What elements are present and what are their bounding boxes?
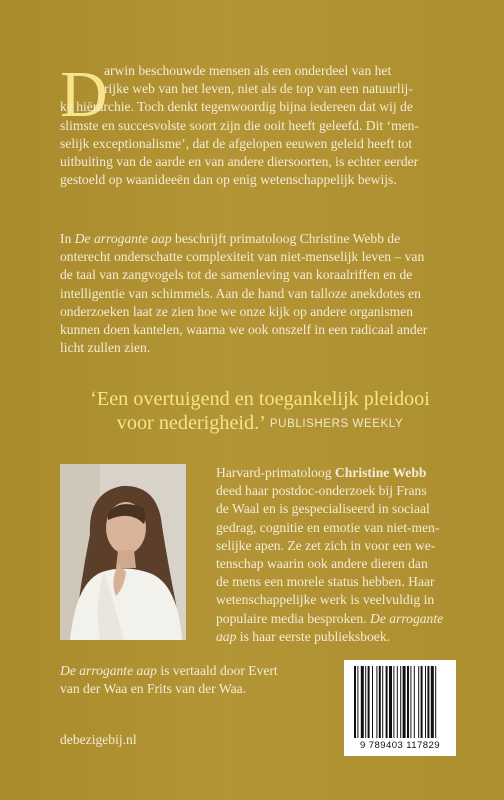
summary-line: licht zullen zien. [60,340,151,356]
bio-line: wetenschappelijke werk is veelvuldig in [216,592,435,608]
bio-line: populaire media besproken. De arrogante [216,610,444,626]
review-quote [60,387,460,436]
barcode [344,660,456,756]
author-portrait-icon [60,464,186,640]
intro-line: rijke web van het leven, niet als de top van een natuurlij- [104,81,413,97]
drop-cap: D [60,58,108,131]
quote-line: ‘Een overtuigend en toegankelijk pleidooi [90,388,430,410]
barcode-icon [352,666,448,740]
summary-line: intelligentie van schimmels. Aan de hand van talloze anekdotes en [60,285,421,301]
summary-line: onderzoeken laat ze zien hoe we onze kijk op andere organismen [60,303,414,319]
translation-line: van der Waa en Frits van der Waa. [60,681,247,697]
bio-line: tenschap waarin ook andere dieren dan [216,556,428,572]
intro-line: ke hiërarchie. Toch denkt tegenwoordig bijna iedereen dat wij de [60,99,413,115]
summary-line: kunnen doen kantelen, waarna we ook onszelf in een radicaal ander [60,322,428,338]
bio-line: de Waal en is gespecialiseerd in sociaal [216,501,430,517]
summary-paragraph [60,230,458,357]
intro-line: gestoeld op waanideeën dan op enig wetenschappelijk bewijs. [60,172,397,188]
author-name: Christine Webb [334,465,427,480]
quote-line: voor nederigheid.’ PUBLISHERS WEEKLY [116,412,404,434]
author-bio [216,464,466,646]
summary-line: onterecht onderschatte complexiteit van niet-menselijk leven – van [60,249,425,265]
translation-credit [60,662,320,698]
intro-line: arwin beschouwde mensen als een onderdeel van het [104,63,392,78]
bio-line: de mens een morele status hebben. Haar [216,574,435,590]
author-photo [60,464,186,640]
intro-paragraph [60,58,458,189]
publisher-website: debezigebij.nl [60,732,137,747]
bio-line: selijke apen. Ze zet zich in voor een we- [216,537,436,553]
intro-line: selijk exceptionalisme’, dat de afgelopen eeuwen geleid heeft tot [60,135,413,151]
bio-line: aap is haar eerste publieksboek. [216,628,391,644]
bio-line: gedrag, cognitie en emotie van niet-men- [216,519,440,535]
intro-line: slimste en succesvolste soort zijn die ooit heeft geleefd. Dit ‘men- [60,117,419,133]
book-title: De arrogante aap [74,231,172,246]
quote-attribution: PUBLISHERS WEEKLY [269,418,404,431]
isbn-number: 9 789403 117829 [360,740,440,751]
summary-line: de taal van zangvogels tot de samenleving van koraalriffen en de [60,267,413,283]
intro-line: uitbuiting van de aarde en van andere diersoorten, is echter eerder [60,154,419,170]
bio-line: deed haar postdoc-onderzoek bij Frans [216,483,427,499]
translation-line: De arrogante aap is vertaald door Evert [60,663,278,678]
bio-line: Harvard-primatoloog Christine Webb [216,465,427,480]
summary-line: In De arrogante aap beschrijft primatoloog Christine Webb de [60,231,401,246]
